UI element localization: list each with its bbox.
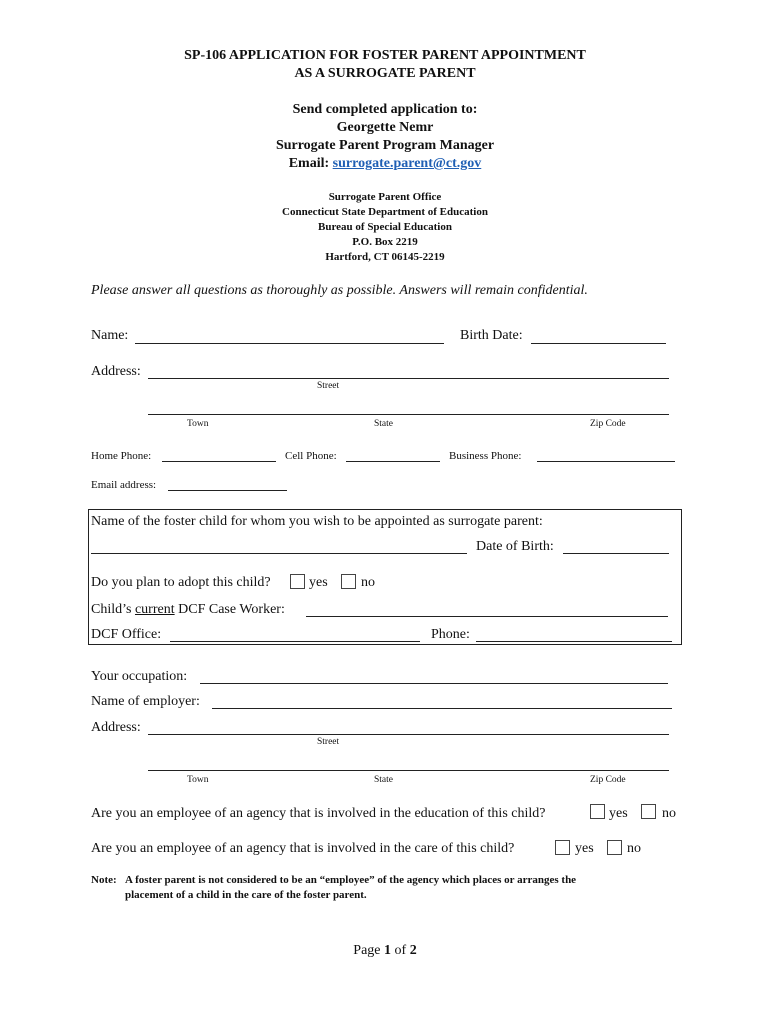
office-line-3: Bureau of Special Education <box>318 221 452 233</box>
case-worker-prefix: Child’s <box>91 602 132 617</box>
education-no-label: no <box>662 806 676 821</box>
employer-street-field[interactable] <box>148 734 669 735</box>
dcf-office-label: DCF Office: <box>91 627 162 642</box>
form-title-line2: AS A SURROGATE PARENT <box>294 66 476 81</box>
case-worker-current: current <box>134 602 175 617</box>
home-phone-label: Home Phone: <box>91 450 152 462</box>
page-num: 1 <box>384 943 392 958</box>
office-line-2: Connecticut State Department of Education <box>282 206 488 218</box>
home-phone-field[interactable] <box>162 461 276 462</box>
employer-state-caption: State <box>374 775 393 785</box>
education-no-checkbox[interactable] <box>641 804 656 819</box>
address-label: Address: <box>91 364 141 379</box>
manager-role: Surrogate Parent Program Manager <box>275 138 495 153</box>
occupation-label: Your occupation: <box>91 669 188 684</box>
employer-town-caption: Town <box>187 775 209 785</box>
note-label: Note: <box>91 874 117 886</box>
page-word: Page <box>353 943 381 958</box>
child-name-label: Name of the foster child for whom you wish to be appointed as surrogate parent: <box>91 514 543 529</box>
case-worker-field[interactable] <box>306 616 668 617</box>
care-no-checkbox[interactable] <box>607 840 622 855</box>
care-no-label: no <box>627 841 641 856</box>
education-question: Are you an employee of an agency that is involved in the education of this child? <box>91 806 546 821</box>
email-label: Email: <box>288 156 330 171</box>
education-yes-label: yes <box>609 806 628 821</box>
note-line-1: A foster parent is not considered to be an “employee” of the agency which places or arranges the <box>125 874 577 886</box>
child-dob-label: Date of Birth: <box>476 539 554 554</box>
employer-field[interactable] <box>212 708 672 709</box>
manager-email-row <box>0 156 770 172</box>
adopt-yes-checkbox[interactable] <box>290 574 305 589</box>
cell-phone-field[interactable] <box>346 461 440 462</box>
care-yes-checkbox[interactable] <box>555 840 570 855</box>
street-field[interactable] <box>148 378 669 379</box>
employer-zip-caption: Zip Code <box>590 775 626 785</box>
business-phone-field[interactable] <box>537 461 675 462</box>
employer-address-label: Address: <box>91 720 141 735</box>
case-worker-label <box>91 602 285 618</box>
adopt-question: Do you plan to adopt this child? <box>91 575 271 590</box>
employer-street-caption: Street <box>317 737 340 747</box>
care-yes-label: yes <box>575 841 594 856</box>
birth-date-label: Birth Date: <box>460 328 523 343</box>
dcf-phone-field[interactable] <box>476 641 672 642</box>
care-question: Are you an employee of an agency that is involved in the care of this child? <box>91 841 515 856</box>
dcf-office-field[interactable] <box>170 641 420 642</box>
case-worker-suffix: DCF Case Worker: <box>178 602 285 617</box>
child-name-field[interactable] <box>91 553 467 554</box>
name-label: Name: <box>91 328 129 343</box>
occupation-field[interactable] <box>200 683 668 684</box>
note-line-2: placement of a child in the care of the foster parent. <box>125 889 367 901</box>
birth-date-field[interactable] <box>531 343 666 344</box>
email-address-label: Email address: <box>91 479 157 491</box>
page-number <box>0 943 770 959</box>
manager-name: Georgette Nemr <box>336 120 434 135</box>
send-to-heading: Send completed application to: <box>292 102 478 117</box>
note-block <box>91 873 671 903</box>
town-state-zip-field[interactable] <box>148 414 669 415</box>
email-address-field[interactable] <box>168 490 287 491</box>
form-title-line1: SP-106 APPLICATION FOR FOSTER PARENT APPOINTMENT <box>184 48 586 63</box>
employer-town-state-zip-field[interactable] <box>148 770 669 771</box>
adopt-no-checkbox[interactable] <box>341 574 356 589</box>
state-caption: State <box>374 419 393 429</box>
cell-phone-label: Cell Phone: <box>285 450 337 462</box>
child-dob-field[interactable] <box>563 553 669 554</box>
business-phone-label: Business Phone: <box>449 450 522 462</box>
town-caption: Town <box>187 419 209 429</box>
office-line-5: Hartford, CT 06145-2219 <box>325 251 445 263</box>
page-total: 2 <box>409 943 417 958</box>
email-link[interactable]: surrogate.parent@ct.gov <box>332 156 482 171</box>
office-line-1: Surrogate Parent Office <box>328 191 442 203</box>
adopt-no-label: no <box>361 575 375 590</box>
office-line-4: P.O. Box 2219 <box>352 236 418 248</box>
employer-label: Name of employer: <box>91 694 200 709</box>
instruction-text: Please answer all questions as thoroughly as possible. Answers will remain confidential. <box>91 283 588 298</box>
dcf-phone-label: Phone: <box>431 627 470 642</box>
education-yes-checkbox[interactable] <box>590 804 605 819</box>
of-word: of <box>394 943 407 958</box>
name-field[interactable] <box>135 343 444 344</box>
adopt-yes-label: yes <box>309 575 328 590</box>
street-caption: Street <box>317 381 340 391</box>
zip-caption: Zip Code <box>590 419 626 429</box>
